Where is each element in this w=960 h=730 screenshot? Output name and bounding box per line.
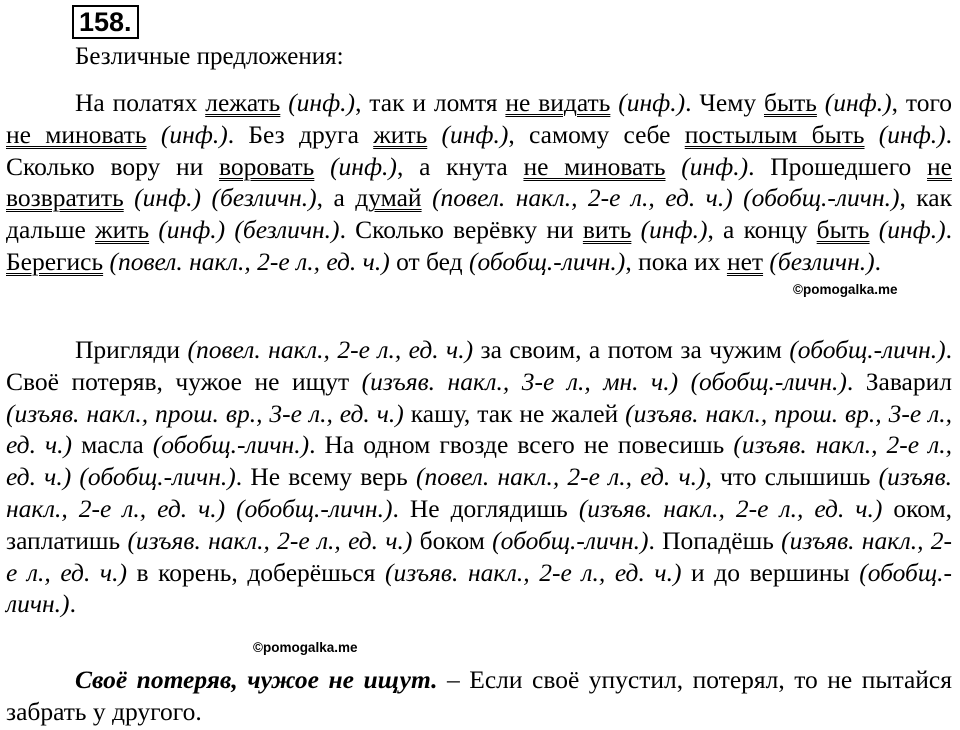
grammar-note: (обобщ.-личн.)	[6, 557, 952, 619]
predicate: быть	[816, 215, 870, 245]
text-run: . Не всему верь	[235, 462, 417, 492]
text-run: боком	[412, 525, 493, 555]
text-run: за своим, а потом за чужим	[473, 335, 790, 364]
predicate: лежать	[205, 88, 281, 117]
grammar-note: (изъяв. накл., прош. вр., 3-е л., ед. ч.)	[6, 398, 952, 460]
paragraph-generalized-personal	[6, 334, 952, 620]
grammar-note: (изъяв. накл., 2-е л., ед. ч.)	[384, 557, 682, 587]
watermark-top: ©pomogalka.me	[793, 282, 898, 297]
text-run	[865, 120, 879, 149]
text-run: , как дальше	[6, 183, 953, 245]
predicate: жить	[373, 119, 428, 149]
text-run: в корень, доберёшься	[126, 557, 385, 587]
grammar-note: (инф.)	[160, 119, 228, 149]
grammar-note: (изъяв. накл., 2-е л., ед. ч.)	[127, 525, 413, 555]
predicate: постылым быть	[684, 119, 865, 149]
text-run: , что слышишь	[705, 462, 879, 492]
text-run: . Сколько вору ни	[6, 119, 953, 181]
text-run	[665, 152, 681, 181]
grammar-note: (инф.) (безличн.)	[134, 183, 317, 213]
grammar-note: (обобщ.-личн.)	[789, 335, 946, 364]
watermark-bottom: ©pomogalka.me	[253, 640, 358, 655]
text-run	[124, 183, 134, 212]
text-run	[870, 215, 879, 244]
text-run: , а кнута	[396, 151, 524, 181]
text-run: , так и ломтя	[355, 88, 506, 117]
text-run: , а концу	[707, 215, 817, 245]
predicate: не видать	[505, 88, 611, 117]
predicate: воровать	[219, 151, 315, 181]
grammar-note: (изъяв. накл., прош. вр., 3-е л., ед. ч.)	[6, 398, 404, 428]
proverb-meaning: – Если своё упустил, потерял, то не пытайся забрать у другого.	[6, 665, 952, 726]
grammar-note: (обобщ.-личн.)	[492, 525, 649, 555]
grammar-note: (обобщ.-личн.)	[469, 246, 626, 276]
grammar-note: (обобщ.-личн.)	[152, 430, 310, 460]
predicate: быть	[764, 88, 817, 117]
text-run: , самому себе	[508, 119, 685, 149]
grammar-note: (инф.)	[681, 151, 749, 181]
text-run: Пригляди	[75, 335, 188, 364]
grammar-note: (изъяв. накл., 3-е л., мн. ч.) (обобщ.-личн.)	[361, 366, 847, 396]
predicate: Берегись	[6, 246, 104, 276]
text-run	[149, 215, 158, 244]
grammar-note: (изъяв. накл., 2-е л., ед. ч.)	[578, 493, 883, 523]
text-run: . Чему	[685, 88, 764, 117]
predicate: не миновать	[6, 119, 147, 149]
text-run: масла	[72, 430, 153, 460]
grammar-note: (инф.)	[640, 215, 708, 245]
text-run	[631, 215, 640, 244]
text-run: . Попадёшь	[648, 525, 782, 555]
paragraph-impersonal	[6, 87, 952, 278]
text-run: .	[945, 215, 953, 245]
text-run	[147, 120, 161, 149]
text-run	[280, 88, 288, 117]
grammar-note: (инф.)	[618, 88, 686, 117]
text-run: . Без друга	[227, 119, 374, 149]
text-run: , а	[316, 183, 356, 213]
text-run: На полатях	[75, 88, 206, 117]
text-run: . Своё потеряв, чужое не ищут	[6, 335, 952, 396]
section-heading: Безличные предложения:	[75, 43, 344, 70]
text-run: оком, заплатишь	[6, 493, 952, 555]
grammar-note: (безличн.)	[769, 246, 875, 276]
text-run: . Прошедшего	[748, 151, 928, 181]
text-run: . Сколько верёвку ни	[339, 215, 583, 245]
proverb-explanation	[6, 664, 952, 728]
grammar-note: (повел. накл., 2-е л., ед. ч.)	[187, 335, 474, 364]
grammar-note: (инф.)	[878, 119, 946, 149]
text-run: . На одном гвозде всего не повесишь	[309, 430, 734, 460]
grammar-note: (инф.)	[878, 215, 946, 245]
text-run: . Заварил	[846, 366, 952, 396]
text-run: .	[69, 589, 76, 619]
grammar-note: (инф.) (безличн.)	[158, 215, 340, 245]
grammar-note: (повел. накл., 2-е л., ед. ч.)	[416, 462, 706, 492]
predicate: думай	[355, 183, 422, 213]
text-run: , того	[891, 88, 953, 117]
grammar-note: (инф.)	[330, 151, 397, 181]
text-run	[427, 120, 441, 149]
text-run	[817, 88, 825, 117]
grammar-note: (инф.)	[288, 88, 356, 117]
text-run: .	[874, 246, 881, 276]
text-run: кашу, так не жалей	[403, 398, 626, 428]
predicate: жить	[95, 215, 150, 245]
text-run: от бед	[389, 246, 469, 276]
grammar-note: (изъяв. накл., 2-е л., ед. ч.) (обобщ.-личн.)	[6, 430, 952, 492]
predicate: не возвратить	[6, 151, 952, 213]
grammar-note: (инф.)	[441, 119, 509, 149]
grammar-note: (инф.)	[824, 88, 892, 117]
grammar-note: (изъяв. накл., 2-е л., ед. ч.) (обобщ.-личн.)	[6, 462, 953, 523]
grammar-note: (изъяв. накл., 2-е л., ед. ч.)	[6, 525, 953, 587]
predicate: вить	[582, 215, 632, 245]
grammar-note: (повел. накл., 2-е л., ед. ч.) (обобщ.-личн.)	[432, 183, 900, 213]
text-run	[422, 183, 432, 212]
text-run: . Не доглядишь	[392, 493, 579, 523]
text-run: и до вершины	[681, 557, 860, 587]
text-run: , пока их	[625, 246, 727, 276]
exercise-number: 158.	[72, 5, 139, 39]
grammar-note: (повел. накл., 2-е л., ед. ч.)	[109, 246, 390, 276]
predicate: не миновать	[523, 151, 666, 181]
text-run	[314, 152, 330, 181]
predicate: нет	[726, 246, 764, 276]
proverb-term: Своё потеряв, чужое не ищут.	[75, 665, 438, 694]
